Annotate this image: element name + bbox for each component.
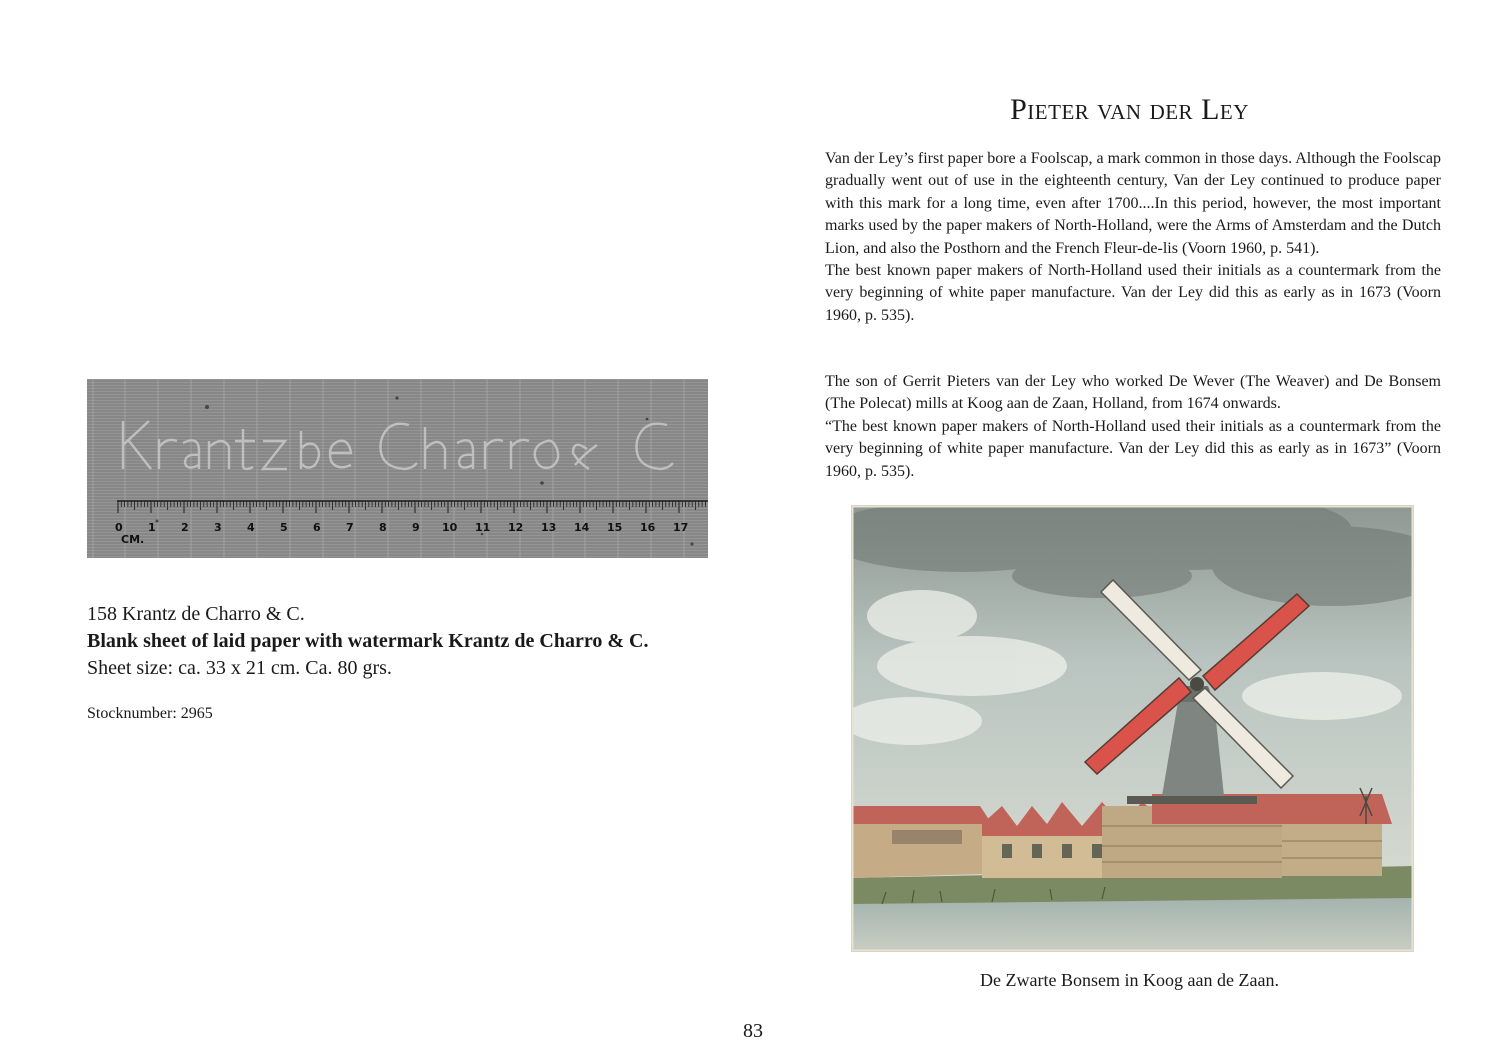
ruler-number-label: 2 bbox=[181, 521, 189, 534]
page-number: 83 bbox=[743, 1020, 763, 1042]
stocknumber: Stocknumber: 2965 bbox=[87, 705, 213, 722]
ruler-number-label: 14 bbox=[574, 521, 590, 534]
ruler-number-label: 0 bbox=[115, 521, 123, 534]
body-text-block-2 bbox=[825, 371, 1441, 483]
item-caption bbox=[87, 601, 727, 682]
paragraph: The son of Gerrit Pieters van der Ley who worked De Wever (The Weaver) and De Bonsem (The Polecat) mills at Koog aan de Zaan, Holland, from 1674 onwards. bbox=[825, 373, 1441, 413]
ruler-number-label: 4 bbox=[247, 521, 255, 534]
ruler-number-label: 9 bbox=[412, 521, 420, 534]
paragraph: Van der Ley’s first paper bore a Foolscap, a mark common in those days. Although the Foolscap gradually went out of use in the eighteenth century, Van der Ley continued to produce paper with this mark for a long time, even after 1700....In this period, however, the most important marks used by the paper makers of North-Holland, were the Arms of Amsterdam and the Dutch Lion, and also the Posthorn and the French Fleur-de-lis (Voorn 1960, p. 541). bbox=[825, 150, 1441, 257]
ruler-number-label: 17 bbox=[673, 521, 689, 534]
ruler-number-label: 12 bbox=[508, 521, 524, 534]
watermark-photo bbox=[87, 379, 708, 558]
body-text-block-1 bbox=[825, 148, 1441, 327]
paragraph: “The best known paper makers of North-Holland used their initials as a countermark from the very beginning of white paper manufacture. Van der Ley did this as early as in 1673” (Voorn 1960, p. 535). bbox=[825, 417, 1441, 480]
item-number-title: 158 Krantz de Charro & C. bbox=[87, 603, 305, 625]
paragraph: The best known paper makers of North-Holland used their initials as a countermark from the very beginning of white paper manufacture. Van der Ley did this as early as in 1673 (Voorn 1960, p. 535). bbox=[825, 262, 1441, 324]
ruler-number-label: 5 bbox=[280, 521, 288, 534]
ruler-number-label: 11 bbox=[475, 521, 491, 534]
ruler-number-label: 15 bbox=[607, 521, 623, 534]
ruler-number-label: 16 bbox=[640, 521, 656, 534]
ruler-number-label: 10 bbox=[442, 521, 458, 534]
ruler-number-label: 1 bbox=[148, 521, 156, 534]
item-description: Blank sheet of laid paper with watermark Krantz de Charro & C. bbox=[87, 630, 649, 652]
ruler-unit-label: CM. bbox=[121, 533, 145, 546]
windmill-painting bbox=[852, 506, 1413, 951]
ruler-number-label: 13 bbox=[541, 521, 557, 534]
ruler-number-label: 3 bbox=[214, 521, 222, 534]
ruler-number-label: 8 bbox=[379, 521, 387, 534]
painting-caption: De Zwarte Bonsem in Koog aan de Zaan. bbox=[980, 970, 1279, 990]
right-page bbox=[743, 0, 1506, 1058]
ruler-number-label: 6 bbox=[313, 521, 321, 534]
page-title: Pieter van der Ley bbox=[1010, 93, 1249, 126]
item-sheet-size: Sheet size: ca. 33 x 21 cm. Ca. 80 grs. bbox=[87, 657, 392, 679]
ruler-number-label: 7 bbox=[346, 521, 354, 534]
